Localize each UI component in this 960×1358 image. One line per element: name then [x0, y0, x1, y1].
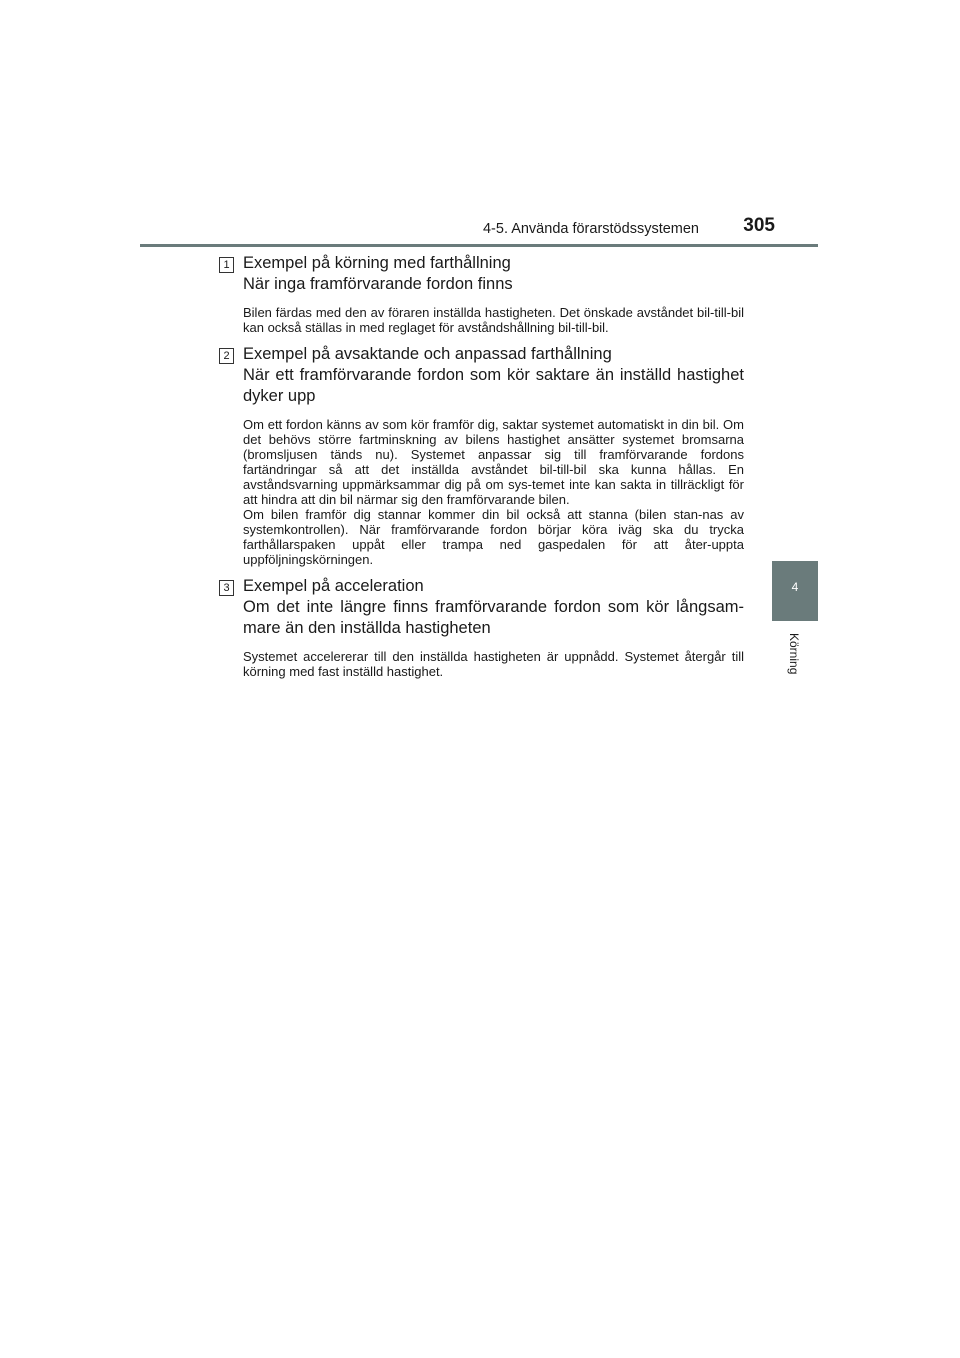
item-body: Om ett fordon känns av som kör framför dig, saktar systemet automatiskt in din bil. Om det behövs större fartminskning av bilens hastighet ansätter systemet bromsarna (bromsljusen tänds nu). Systemet anpassar sig till framförvarande fordons fartändringar så att det inställda avståndet bil-till-bil ska kunna hållas. En avståndsvarning uppmärksammar dig på om sys-temet inte kan sakta in tillräckligt för att hindra att din bil närmar sig den framförvarande bilen. Om bilen framför dig stannar kommer din bil också att stanna (bilen stan-nas av systemkontrollen). När framförvarande fordon börjar köra iväg ska du trycka farthållarspaken uppåt eller trampa ned gaspedalen för att åter-uppta uppföljningskörningen. — [243, 417, 744, 567]
section-title: 4-5. Använda förarstödssystemen — [482, 221, 699, 237]
item-number-badge: 1 — [219, 257, 234, 273]
item-subtitle: När inga framförvarande fordon finns — [243, 275, 513, 293]
item-body: Systemet accelererar till den inställda hastigheten är uppnådd. Systemet återgår till körning med fast inställd hastighet. — [243, 649, 744, 679]
example-item-2 — [219, 344, 744, 567]
item-title: Exempel på acceleration — [243, 577, 424, 595]
item-subtitle: När ett framförvarande fordon som kör saktare än inställd hastighet dyker upp — [243, 366, 744, 405]
example-item-3 — [219, 576, 744, 679]
page-header — [140, 212, 818, 246]
item-number-badge: 2 — [219, 348, 234, 364]
page-number: 305 — [743, 215, 775, 236]
item-title: Exempel på körning med farthållning — [243, 254, 511, 272]
item-subtitle: Om det inte längre finns framförvarande fordon som kör långsam-mare än den inställda hastigheten — [243, 598, 744, 637]
header-divider — [140, 244, 818, 247]
main-content — [219, 253, 744, 679]
item-body: Bilen färdas med den av föraren inställda hastigheten. Det önskade avståndet bil-till-bil kan också ställas in med reglaget för avståndshållning bil-till-bil. — [243, 305, 744, 335]
chapter-number: 4 — [791, 580, 799, 594]
item-number-badge: 3 — [219, 580, 234, 596]
chapter-tab — [772, 561, 818, 621]
example-item-1 — [219, 253, 744, 335]
chapter-label: Körning — [787, 633, 801, 675]
item-title: Exempel på avsaktande och anpassad farthållning — [243, 345, 612, 363]
